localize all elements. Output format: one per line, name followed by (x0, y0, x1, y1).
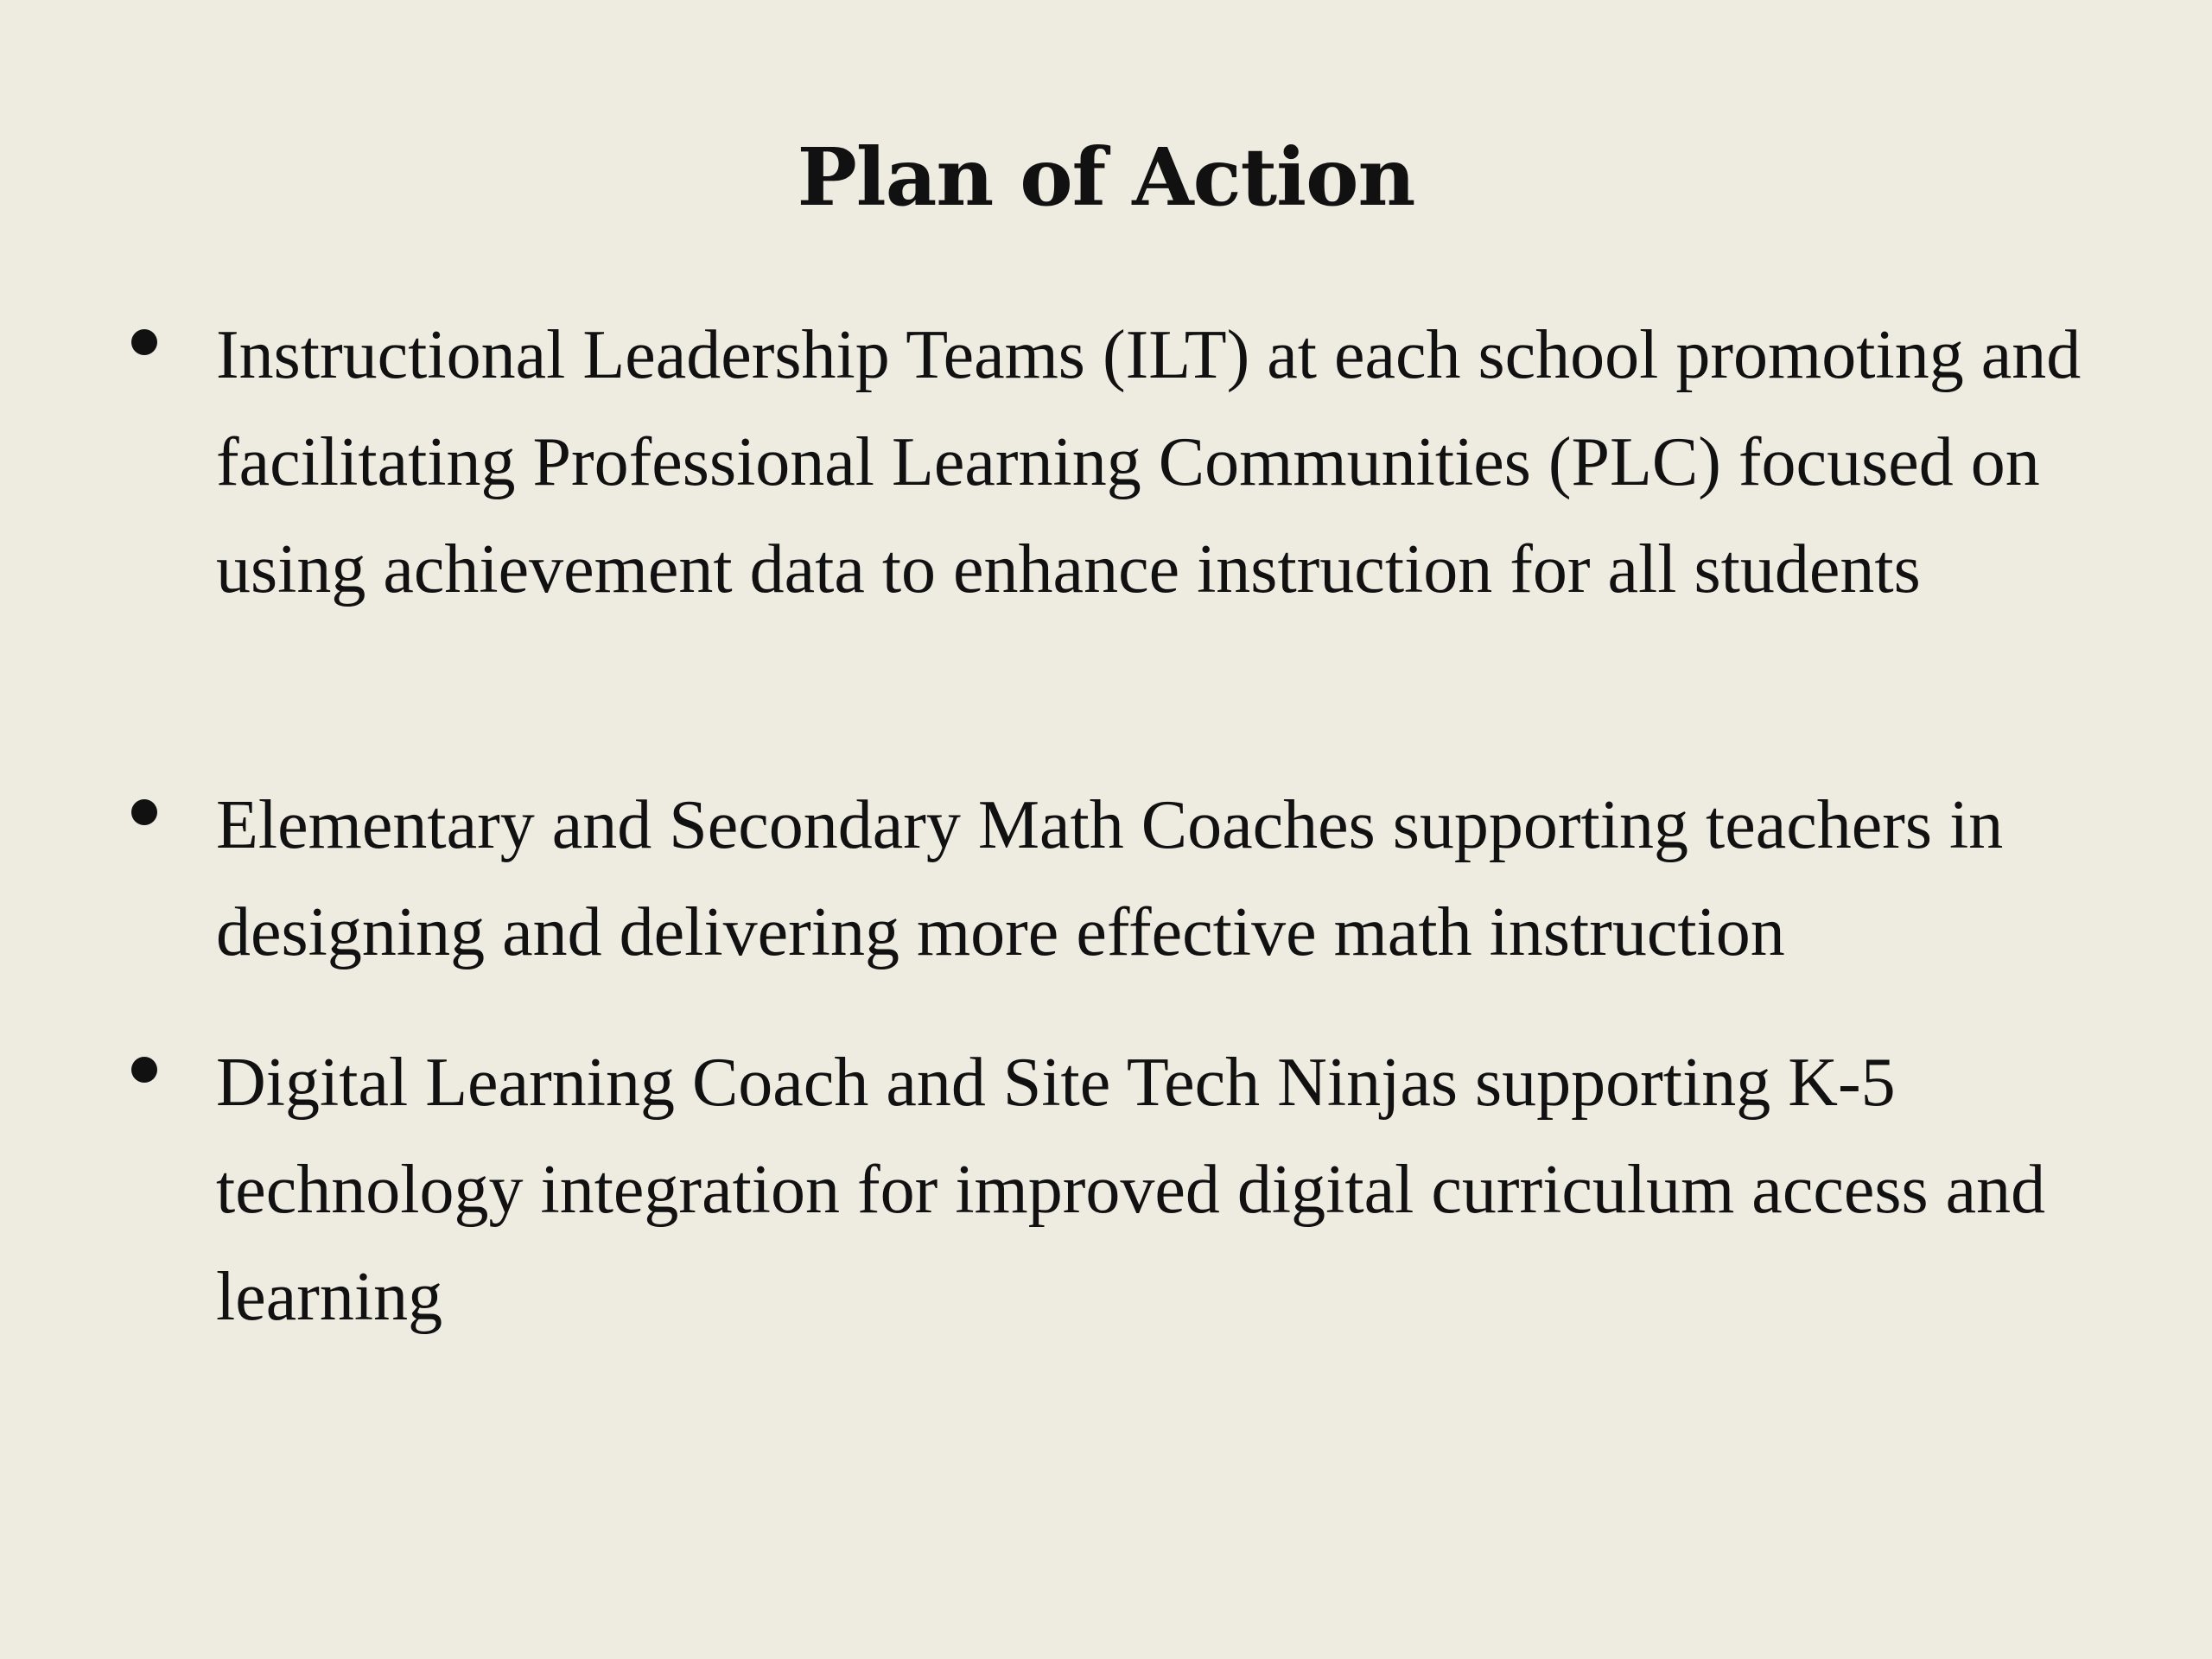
bullet-dot-icon (131, 799, 157, 825)
bullet-text-ilt: Instructional Leadership Teams (ILT) at each school promoting and facilitating Professional Learning Communities (PLC) focused on using achievement data to enhance instruction for all students (216, 317, 2082, 607)
bullet-item-digital-learning (216, 1029, 2100, 1351)
bullet-dot-icon (131, 1057, 157, 1083)
bullet-text-digital-learning: Digital Learning Coach and Site Tech Ninjas supporting K-5 technology integration for improved digital curriculum access and learning (216, 1045, 2046, 1335)
bullet-item-ilt (216, 302, 2100, 623)
bullet-text-math-coaches: Elementary and Secondary Math Coaches supporting teachers in designing and delivering more effective math instruction (216, 787, 2004, 970)
bullet-item-math-coaches (216, 772, 2100, 986)
bullet-dot-icon (131, 329, 157, 355)
slide-title: Plan of Action (797, 130, 1415, 224)
